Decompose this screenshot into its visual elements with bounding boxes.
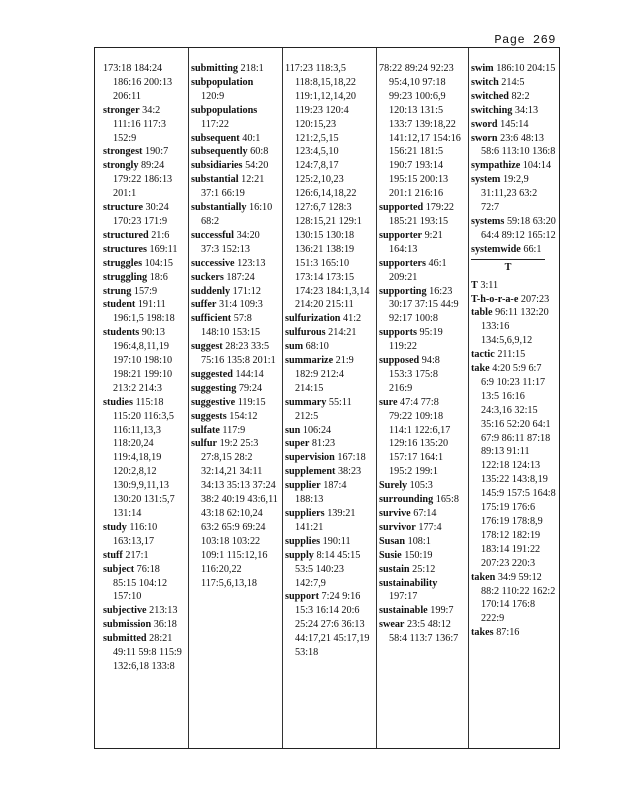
index-entry <box>379 604 463 618</box>
page-line-references: 8:14 45:15 53:5 140:23 142:7,9 <box>295 549 361 589</box>
index-term: suddenly <box>191 285 231 297</box>
index-term: strongly <box>103 160 139 172</box>
page-line-references: 94:8 153:3 175:8 216:9 <box>389 355 440 394</box>
index-term: subpopulation <box>191 76 254 88</box>
index-entry <box>379 577 463 605</box>
index-entry <box>285 396 371 424</box>
index-term: sulfate <box>191 424 220 436</box>
page-line-references: 21:9 182:9 212:4 214:15 <box>295 355 354 394</box>
index-column-1 <box>103 62 183 748</box>
index-entry <box>103 201 183 229</box>
page-line-references: 25:12 <box>412 563 436 575</box>
index-term: student <box>103 299 136 311</box>
page-line-references: 207:23 <box>520 293 550 305</box>
index-entry <box>379 285 463 327</box>
index-term: systemwide <box>471 243 521 255</box>
page-line-references: 177:4 <box>418 521 442 533</box>
page-line-references: 187:4 188:13 <box>295 480 347 506</box>
page-line-references: 19:2 25:3 27:8,15 28:2 32:14,21 34:11 34:13 35:13 37:24 38:2 40:19 43:6,11 43:18 62:10,24 63:2 65:9 69:24 103:18 103:22 109:1 115:12,16 116:20,22 117:5,6,13,18 <box>201 438 278 589</box>
page-line-references: 89:24 179:22 186:13 201:1 <box>113 160 173 200</box>
page-line-references: 31:4 109:3 <box>219 299 263 311</box>
index-term: suggestive <box>191 396 236 408</box>
page-line-references: 16:10 68:2 <box>201 202 273 227</box>
index-entry <box>103 549 183 563</box>
index-entry <box>191 271 279 285</box>
index-term: switch <box>471 76 499 88</box>
index-entry <box>379 201 463 229</box>
index-term: supply <box>285 549 314 561</box>
page-line-references: 87:16 <box>496 627 520 639</box>
page-line-references: 54:20 <box>245 160 269 172</box>
index-entry <box>285 312 371 326</box>
index-term: sulfurous <box>285 327 326 339</box>
page-line-references: 169:11 <box>149 243 178 255</box>
index-entry <box>285 465 371 479</box>
page-line-references: 55:11 212:5 <box>295 396 352 422</box>
index-entry <box>285 479 371 507</box>
page-line-references: 40:1 <box>242 132 261 144</box>
page-line-references: 211:15 <box>497 349 526 361</box>
index-term: sustain <box>379 563 410 575</box>
index-entry <box>285 549 371 591</box>
column-divider <box>188 48 189 748</box>
page-line-references: 190:11 <box>322 535 351 547</box>
page-line-references: 82:2 <box>511 90 530 102</box>
index-term: stronger <box>103 104 140 116</box>
index-term: sword <box>471 118 498 130</box>
index-term: swear <box>379 619 405 631</box>
index-entry <box>471 159 557 173</box>
index-term: summarize <box>285 355 334 367</box>
index-entry <box>191 424 279 438</box>
index-entry <box>285 326 371 340</box>
index-entry <box>103 243 183 257</box>
index-term: sworn <box>471 132 498 144</box>
index-entry <box>191 437 279 590</box>
index-entry <box>191 285 279 299</box>
page-line-references: 67:14 <box>413 508 437 519</box>
index-entry <box>285 340 371 354</box>
index-entry <box>471 118 557 132</box>
page-line-references: 66:1 <box>523 243 542 255</box>
page-line-references: 34:13 <box>514 104 539 116</box>
index-term: structured <box>103 229 149 241</box>
index-term: sustainable <box>379 605 428 617</box>
index-column-3 <box>285 62 371 748</box>
index-term: surrounding <box>379 494 434 506</box>
index-entry <box>191 76 279 104</box>
index-term: sufficient <box>191 313 232 325</box>
index-entry <box>103 159 183 201</box>
page-line-references: 68:10 <box>305 341 329 353</box>
page-line-references: 16:23 30:17 37:15 44:9 92:17 100:8 <box>389 285 459 325</box>
index-term: studies <box>103 396 134 408</box>
index-term: substantial <box>191 174 239 186</box>
index-entry <box>191 368 279 382</box>
index-entry <box>191 382 279 396</box>
index-term: system <box>471 174 501 186</box>
page-line-references: 19:2,9 31:11,23 63:2 72:7 <box>481 174 538 214</box>
page-line-references: 3:11 <box>480 279 499 291</box>
page-line-references: 76:18 85:15 104:12 157:10 <box>113 563 168 603</box>
index-term: subsidiaries <box>191 160 243 172</box>
index-term: Susie <box>379 549 402 561</box>
index-term: summary <box>285 396 327 408</box>
index-term: subjective <box>103 605 147 617</box>
page-line-references: 104:14 <box>522 160 552 172</box>
page-line-references: 12:21 37:1 66:19 <box>201 174 265 200</box>
index-term: successive <box>191 257 235 269</box>
index-entry <box>103 62 183 104</box>
index-term: sulfurization <box>285 313 341 325</box>
page-line-references: 59:18 63:20 64:4 89:12 165:12 <box>481 215 556 241</box>
index-term: supposed <box>379 355 420 367</box>
page-line-references: 173:18 184:24 186:16 200:13 206:11 <box>103 63 173 102</box>
index-term: survive <box>379 508 411 519</box>
page-line-references: 167:18 <box>337 452 366 464</box>
page-line-references: 191:11 196:1,5 198:18 <box>113 299 175 325</box>
page-line-references: 187:24 <box>226 271 255 283</box>
page-line-references: 115:18 115:20 116:3,5 116:11,13,3 118:20,24 119:4,18,19 120:2,8,12 130:9,9,11,13 130:20 131:5,7 131:14 <box>113 396 175 519</box>
index-entry <box>471 62 557 76</box>
index-entry <box>103 257 183 271</box>
column-divider <box>282 48 283 748</box>
index-entry <box>285 437 371 451</box>
index-term: stuff <box>103 549 123 561</box>
page-line-references: 218:1 <box>240 63 264 74</box>
index-entry <box>191 229 279 257</box>
page-line-references: 34:9 59:12 88:2 110:22 162:2 170:14 176:8 222:9 <box>481 571 556 625</box>
index-term: supporters <box>379 257 426 269</box>
page-line-references: 117:23 118:3,5 118:8,15,18,22 119:1,12,14,20 119:23 120:4 120:15,23 121:2,5,15 123:4,5,10 124:7,8,17 125:2,10,23 126:6,14,18,22 127:6,7 128:3 128:15,21 129:1 130:15 130:18 136:21 138:19 151:3 165:10 173:14 173:15 174:23 184:1,3,14 214:20 215:11 <box>285 63 370 311</box>
index-term: sympathize <box>471 160 521 172</box>
index-term: substantially <box>191 202 247 214</box>
page-line-references: 28:23 33:5 75:16 135:8 201:1 <box>201 341 276 367</box>
index-term: switching <box>471 104 513 116</box>
page-line-references: 120:9 <box>201 90 225 102</box>
index-term: supplier <box>285 480 321 492</box>
index-entry <box>285 590 371 660</box>
index-term: support <box>285 591 319 603</box>
index-term: submitted <box>103 633 147 645</box>
index-entry <box>471 104 557 118</box>
page-line-references: 47:4 77:8 79:22 109:18 114:1 122:6,17 129:16 135:20 157:17 164:1 195:2 199:1 <box>389 396 451 478</box>
index-term: sure <box>379 396 398 408</box>
index-entry <box>471 626 557 640</box>
index-entry <box>379 521 463 535</box>
page-line-references: 190:7 <box>144 146 169 158</box>
index-entry <box>191 173 279 201</box>
index-entry <box>471 76 557 90</box>
index-entry <box>103 104 183 146</box>
page-line-references: 90:13 196:4,8,11,19 197:10 198:10 198:21 199:10 213:2 214:3 <box>113 327 173 394</box>
page-line-references: 119:15 <box>237 396 266 408</box>
page-line-references: 116:10 163:13,17 <box>113 521 158 547</box>
page-line-references: 78:22 89:24 92:23 95:4,10 97:18 99:23 100:6,9 120:13 131:5 133:7 139:18,22 141:12,17 154:16 156:21 181:5 190:7 193:14 195:15 200:13 201:1 216:16 <box>379 63 461 200</box>
page-line-references: 179:22 185:21 193:15 <box>389 202 455 227</box>
index-entry <box>191 132 279 146</box>
page-line-references: 41:2 <box>343 313 362 325</box>
page-line-references: 57:8 148:10 153:15 <box>201 313 261 339</box>
index-term: supporter <box>379 229 423 241</box>
index-entry <box>471 215 557 243</box>
index-term: sum <box>285 341 304 353</box>
page-line-references: 106:24 <box>302 424 332 436</box>
page-line-references: 4:20 5:9 6:7 6:9 10:23 11:17 13:5 16:16 24:3,16 32:15 35:16 52:20 64:1 67:9 86:11 87:18 89:13 91:11 122:18 124:13 135:22 143:8,19 145:9 157:5 164:8 175:19 176:6 176:19 178:8,9 178:12 182:19 183:14 191:22 207:23 220:3 <box>481 363 556 569</box>
index-term: taken <box>471 571 496 583</box>
index-entry <box>285 354 371 396</box>
index-term: structure <box>103 202 143 214</box>
page-line-references: 79:24 <box>238 382 263 394</box>
page-line-references: 105:3 <box>409 480 433 492</box>
index-entry <box>103 298 183 326</box>
index-entry <box>191 257 279 271</box>
page-line-references: 21:6 <box>151 229 170 241</box>
index-frame <box>94 47 560 749</box>
page-line-references: 95:19 119:22 <box>389 327 443 353</box>
index-term: sun <box>285 424 301 436</box>
page-line-references: 117:22 <box>201 118 229 130</box>
index-entry <box>103 326 183 396</box>
index-term: submission <box>103 619 152 631</box>
index-term: suckers <box>191 271 224 283</box>
page-line-references: 165:8 <box>435 494 459 506</box>
index-term: take <box>471 363 490 375</box>
index-term: sustainability <box>379 577 438 589</box>
index-entry <box>191 201 279 229</box>
index-term: subsequently <box>191 146 248 158</box>
page-line-references: 144:14 <box>235 368 264 380</box>
page-line-references: 186:10 204:15 <box>496 63 556 74</box>
index-entry <box>103 618 183 632</box>
index-entry <box>471 348 557 362</box>
index-entry <box>379 479 463 493</box>
index-entry <box>103 396 183 521</box>
index-entry <box>191 410 279 424</box>
index-entry <box>285 535 371 549</box>
index-entry <box>103 632 183 674</box>
page-line-references: 18:6 <box>149 271 168 283</box>
page-line-references: 197:17 <box>389 591 418 603</box>
index-term: suggests <box>191 410 227 422</box>
index-entry <box>191 396 279 410</box>
index-entry <box>471 279 557 293</box>
index-term: supporting <box>379 285 427 297</box>
page-line-references: 7:24 9:16 15:3 16:14 20:6 25:24 27:6 36:13 44:17,21 45:17,19 53:18 <box>295 591 370 659</box>
section-letter-heading: T <box>471 259 545 275</box>
index-term: struggles <box>103 257 143 269</box>
index-entry <box>471 306 557 348</box>
index-term: Susan <box>379 535 406 547</box>
index-term: suggesting <box>191 382 237 394</box>
page-line-references: 34:20 37:3 152:13 <box>201 229 260 255</box>
index-entry <box>103 563 183 605</box>
index-entry <box>471 243 557 257</box>
index-term: supports <box>379 327 417 339</box>
index-term: sulfur <box>191 438 218 450</box>
index-term: successful <box>191 229 235 241</box>
index-term: study <box>103 521 127 533</box>
index-term: subject <box>103 563 135 575</box>
index-entry <box>471 571 557 627</box>
index-term: Surely <box>379 480 408 492</box>
index-entry <box>191 104 279 132</box>
page-line-references: 108:1 <box>407 535 431 547</box>
page-line-references: 117:9 <box>222 424 246 436</box>
index-entry <box>471 362 557 571</box>
page-line-references: 214:5 <box>501 76 525 88</box>
index-term: supervision <box>285 452 335 464</box>
index-entry <box>379 354 463 396</box>
index-term: supplies <box>285 535 321 547</box>
page-line-references: 30:24 170:23 171:9 <box>113 202 169 227</box>
index-term: strung <box>103 285 132 297</box>
index-term: swim <box>471 63 494 74</box>
index-entry <box>103 271 183 285</box>
index-column-5 <box>471 62 557 748</box>
index-term: T <box>471 279 478 291</box>
index-entry <box>379 507 463 521</box>
index-entry <box>379 549 463 563</box>
page-line-references: 28:21 49:11 59:8 115:9 132:6,18 133:8 <box>113 633 182 672</box>
index-entry <box>103 285 183 299</box>
page-number: Page 269 <box>494 33 556 47</box>
index-entry <box>191 145 279 159</box>
index-term: strongest <box>103 146 143 158</box>
index-entry <box>379 62 463 201</box>
index-entry <box>191 159 279 173</box>
index-term: suggest <box>191 341 223 353</box>
page-line-references: 123:13 <box>237 257 266 269</box>
index-entry <box>379 618 463 646</box>
page-line-references: 199:7 <box>430 605 454 617</box>
index-term: takes <box>471 627 494 639</box>
index-entry <box>471 90 557 104</box>
page-line-references: 23:5 48:12 58:4 113:7 136:7 <box>389 619 459 645</box>
column-divider <box>376 48 377 748</box>
index-term: suffer <box>191 299 217 311</box>
page-line-references: 38:23 <box>337 466 362 478</box>
index-entry <box>471 132 557 160</box>
index-entry <box>103 604 183 618</box>
index-entry <box>379 396 463 479</box>
index-entry <box>285 451 371 465</box>
column-divider <box>468 48 469 748</box>
page-line-references: 9:21 164:13 <box>389 229 443 255</box>
page-line-references: 23:6 48:13 58:6 113:10 136:8 <box>481 132 556 158</box>
index-term: supplement <box>285 466 336 478</box>
index-term: suggested <box>191 368 233 380</box>
index-term: submitting <box>191 63 238 74</box>
page-line-references: 46:1 209:21 <box>389 257 447 283</box>
page-line-references: 34:2 111:16 117:3 152:9 <box>113 104 166 144</box>
index-term: students <box>103 327 140 339</box>
index-term: structures <box>103 243 147 255</box>
page-line-references: 217:1 <box>125 549 149 561</box>
index-entry <box>103 229 183 243</box>
index-term: table <box>471 307 493 319</box>
index-entry <box>379 257 463 285</box>
index-term: supported <box>379 202 424 214</box>
index-entry <box>379 563 463 577</box>
page-line-references: 171:12 <box>232 285 261 297</box>
index-column-2 <box>191 62 279 748</box>
page-line-references: 157:9 <box>133 285 158 297</box>
index-entry <box>103 521 183 549</box>
page-line-references: 214:21 <box>328 327 357 339</box>
index-term: survivor <box>379 521 416 533</box>
index-entry <box>285 424 371 438</box>
page-line-references: 36:18 <box>153 619 177 631</box>
index-entry <box>285 62 371 312</box>
index-term: super <box>285 438 310 450</box>
index-term: tactic <box>471 349 495 361</box>
index-term: subpopulations <box>191 104 258 116</box>
page-line-references: 104:15 <box>144 257 173 269</box>
index-entry <box>471 173 557 215</box>
page-line-references: 139:21 141:21 <box>295 508 356 533</box>
index-entry <box>379 535 463 549</box>
index-entry <box>471 293 557 307</box>
page-line-references: 154:12 <box>229 410 258 422</box>
page-line-references: 60:8 <box>250 146 269 158</box>
page-line-references: 213:13 <box>149 605 178 617</box>
index-term: T-h-o-r-a-e <box>471 293 519 305</box>
page-line-references: 81:23 <box>311 438 336 450</box>
index-entry <box>191 312 279 340</box>
index-term: switched <box>471 90 509 102</box>
index-entry <box>285 507 371 535</box>
index-entry <box>379 326 463 354</box>
index-entry <box>103 145 183 159</box>
index-term: struggling <box>103 271 148 283</box>
page-line-references: 150:19 <box>404 549 433 561</box>
index-entry <box>191 62 279 76</box>
index-term: suppliers <box>285 508 325 519</box>
index-entry <box>379 229 463 257</box>
index-term: subsequent <box>191 132 240 144</box>
page-line-references: 145:14 <box>500 118 529 130</box>
index-entry <box>191 340 279 368</box>
page-line-references: 96:11 132:20 133:16 134:5,6,9,12 <box>481 307 549 347</box>
index-term: systems <box>471 215 505 227</box>
index-column-4 <box>379 62 463 748</box>
index-entry <box>379 493 463 507</box>
index-entry <box>191 298 279 312</box>
